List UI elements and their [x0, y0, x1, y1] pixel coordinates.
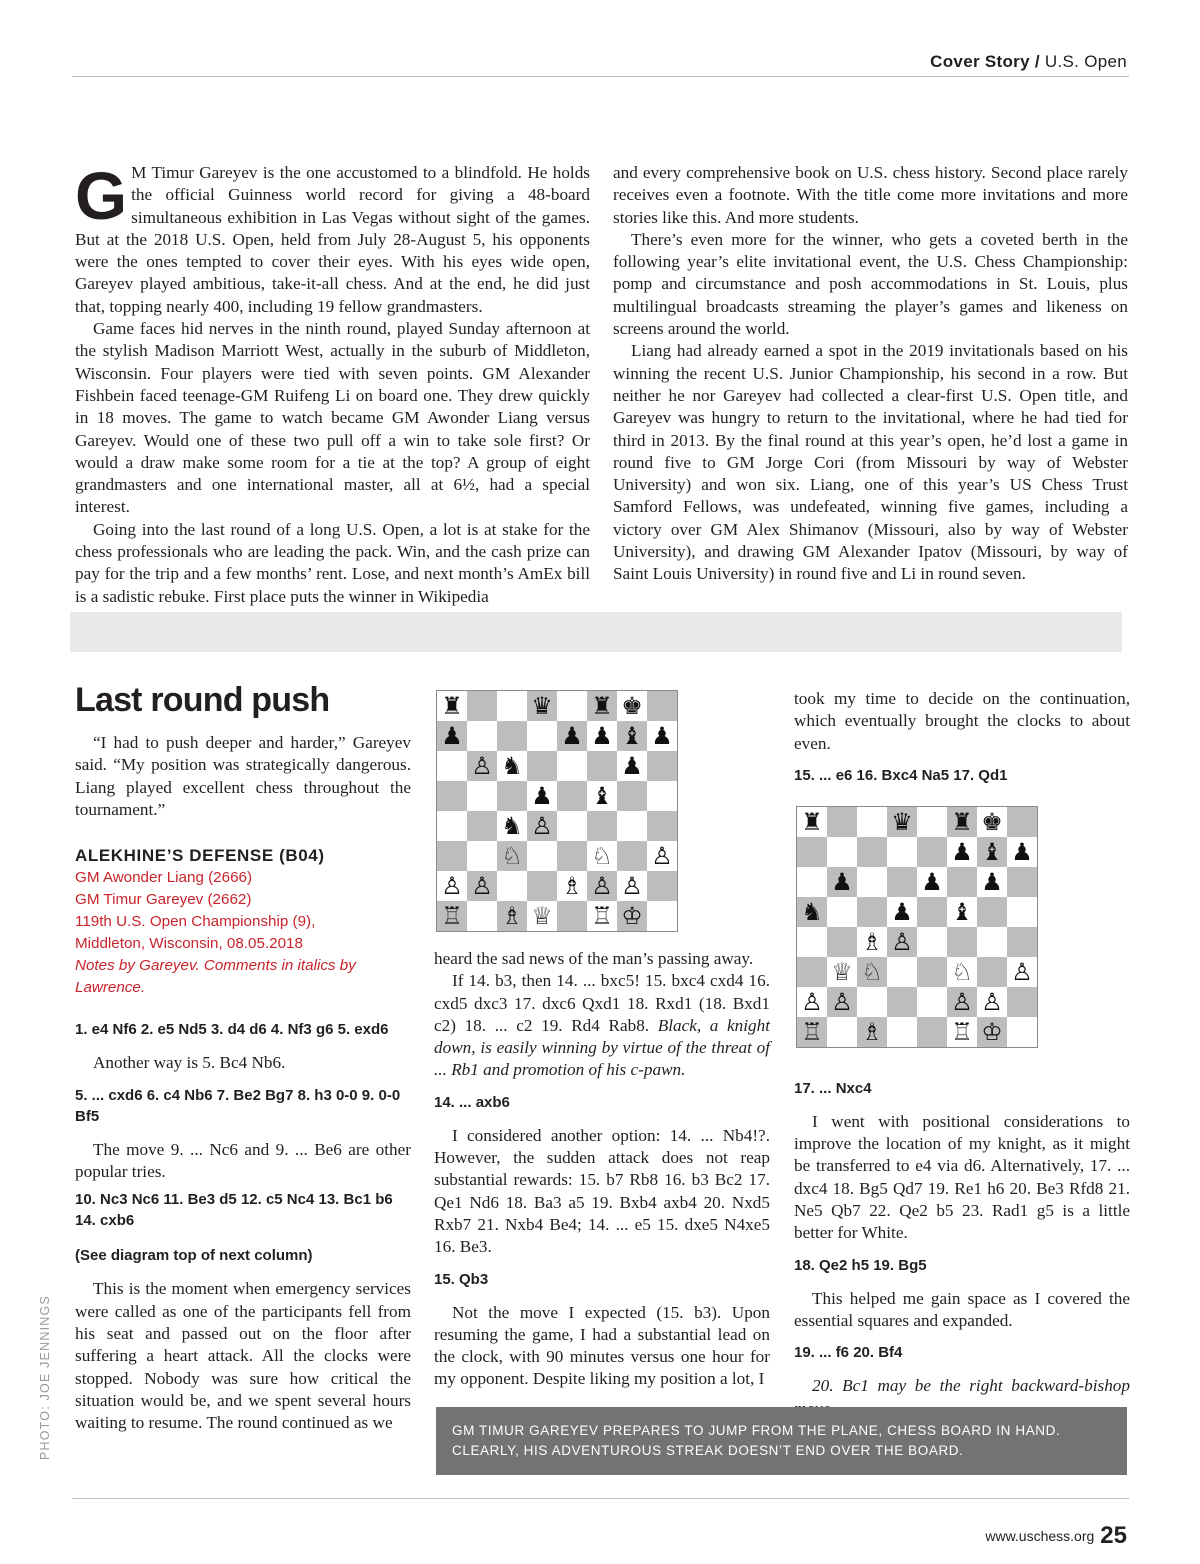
square-d4: ♙ [887, 927, 917, 957]
square-b8 [467, 691, 497, 721]
moves-3: 10. Nc3 Nc6 11. Be3 d5 12. c5 Nc4 13. Bc1 b6 14. cxb6 [75, 1191, 393, 1230]
square-e4 [917, 927, 947, 957]
square-g4 [617, 811, 647, 841]
square-g8: ♚ [977, 807, 1007, 837]
square-a5: ♞ [797, 897, 827, 927]
square-a3 [797, 957, 827, 987]
white-player: GM Awonder Liang (2666) [75, 869, 253, 887]
square-d1: ♕ [527, 901, 557, 931]
square-b6: ♟ [827, 867, 857, 897]
drop-cap: G [75, 159, 128, 234]
square-f8: ♜ [587, 691, 617, 721]
chess-diagram-1 [436, 690, 678, 932]
moves-8: 18. Qe2 h5 19. Bg5 [794, 1256, 927, 1274]
square-a2: ♙ [437, 871, 467, 901]
comment-4-italic: Black, a knight down, is easily winning by virtue of the threat of ... Rb1 and promotion of his c-pawn. [434, 1015, 770, 1080]
square-a8: ♜ [437, 691, 467, 721]
square-g1: ♔ [617, 901, 647, 931]
intro-column-left [75, 159, 590, 608]
photo-caption: GM TIMUR GAREYEV PREPARES TO JUMP FROM THE PLANE, CHESS BOARD IN HAND. CLEARLY, HIS ADVENTUROUS STREAK DOESN’T END OVER THE BOARD. [436, 1407, 1127, 1475]
chess-diagram-2 [796, 806, 1038, 1048]
notes-credit: Notes by Gareyev. Comments in italics by Lawrence. [75, 957, 356, 997]
square-e4 [557, 811, 587, 841]
square-f2: ♙ [947, 987, 977, 1017]
square-d2 [527, 871, 557, 901]
square-f6 [947, 867, 977, 897]
comment-8: This helped me gain space as I covered the essential squares and expanded. [794, 1288, 1130, 1330]
square-g2: ♙ [617, 871, 647, 901]
square-g5 [617, 781, 647, 811]
square-a8: ♜ [797, 807, 827, 837]
square-c5 [497, 781, 527, 811]
square-e5 [557, 781, 587, 811]
square-d6 [527, 751, 557, 781]
square-g6: ♟ [977, 867, 1007, 897]
square-a4 [797, 927, 827, 957]
intro-paragraph-1 [75, 159, 590, 318]
square-e1 [917, 1017, 947, 1047]
square-e5 [917, 897, 947, 927]
game-column-left [75, 680, 411, 1434]
square-e1 [557, 901, 587, 931]
square-d8: ♛ [887, 807, 917, 837]
game-info [75, 867, 411, 999]
game-column-right [794, 688, 1130, 1420]
square-h7: ♟ [647, 721, 677, 751]
square-a4 [437, 811, 467, 841]
moves-2: 5. ... cxd6 6. c4 Nb6 7. Be2 Bg7 8. h3 0-0 9. 0-0 Bf5 [75, 1086, 401, 1125]
square-c8 [857, 807, 887, 837]
square-f4 [947, 927, 977, 957]
square-d1 [887, 1017, 917, 1047]
header-separator: / [1029, 52, 1045, 71]
square-e7: ♟ [557, 721, 587, 751]
square-a1: ♖ [437, 901, 467, 931]
square-g5 [977, 897, 1007, 927]
square-a3 [437, 841, 467, 871]
square-a1: ♖ [797, 1017, 827, 1047]
square-c6 [857, 867, 887, 897]
square-g3 [977, 957, 1007, 987]
square-b7 [467, 721, 497, 751]
square-f1: ♖ [947, 1017, 977, 1047]
footer-url: www.uschess.org [985, 1528, 1095, 1544]
square-c1: ♗ [857, 1017, 887, 1047]
square-f8: ♜ [947, 807, 977, 837]
square-c5 [857, 897, 887, 927]
square-a6 [797, 867, 827, 897]
square-e3 [917, 957, 947, 987]
square-e2 [917, 987, 947, 1017]
square-b2: ♙ [467, 871, 497, 901]
square-g7: ♝ [617, 721, 647, 751]
comment-7: I went with positional considerations to improve the location of my knight, as it might be transferred to e4 via d6. Alternatively, 17. ... dxc4 18. Bg5 Qd7 19. Re1 h6 20. Be3 Rfd8 21. Ne5 Qb7 22. Qe2 b5 23. Rad1 g5 is a little better for White. [794, 1111, 1130, 1243]
square-e6 [557, 751, 587, 781]
square-f6 [587, 751, 617, 781]
square-h5 [1007, 897, 1037, 927]
event-location-date: Middleton, Wisconsin, 08.05.2018 [75, 935, 303, 953]
comment-1: Another way is 5. Bc4 Nb6. [93, 1053, 286, 1073]
square-d8: ♛ [527, 691, 557, 721]
moves-5: 15. Qb3 [434, 1270, 489, 1288]
square-e3 [557, 841, 587, 871]
quote-paragraph: “I had to push deeper and harder,” Gareyev said. “My position was strategically dangerous. Liang played excellent chess throughout the tournament.” [75, 733, 411, 819]
square-e8 [917, 807, 947, 837]
square-e8 [557, 691, 587, 721]
square-b4 [467, 811, 497, 841]
square-f5: ♝ [947, 897, 977, 927]
comment-4 [434, 970, 770, 1081]
square-g7: ♝ [977, 837, 1007, 867]
comment-5: I considered another option: 14. ... Nb4!?. However, the sudden attack does not reap substantial rewards: 15. b7 Rb8 16. b3 Bc2 17. Qe1 Nd6 18. Ba3 a5 19. Bxb4 axb4 20. Nxd5 Rxb7 21. Nxb4 Be4; 14. ... e5 15. dxe5 N4xe5 16. Be3. [434, 1125, 770, 1257]
intro-paragraph-5: There’s even more for the winner, who gets a coveted berth in the following year’s elite invitational event, the U.S. Chess Championship: pomp and circumstance and posh accommodations in St. Louis, plus multilingual broadcasts streaming the player’s games and likeness on screens around the world. [613, 229, 1128, 339]
square-c4: ♗ [857, 927, 887, 957]
square-h3: ♙ [647, 841, 677, 871]
square-c8 [497, 691, 527, 721]
square-h6 [1007, 867, 1037, 897]
comment-4-text: If 14. b3, then 14. ... bxc5! 15. bxc4 cxd4 16. cxd5 dxc3 17. dxc6 Qxd1 18. Rxd1 (18. Bxd1 c2) 18. ... c2 19. Rd4 Rab8. [434, 971, 770, 1035]
square-d5: ♟ [887, 897, 917, 927]
square-a6 [437, 751, 467, 781]
comment-6-continued: took my time to decide on the continuation, which eventually brought the clocks to about even. [794, 689, 1130, 753]
footer-rule [72, 1498, 1129, 1499]
square-h2 [647, 871, 677, 901]
square-e7 [917, 837, 947, 867]
comment-9: 20. Bc1 may be the right backward-bishop [812, 1376, 1130, 1396]
photo [70, 612, 1122, 652]
square-c4: ♞ [497, 811, 527, 841]
square-f3: ♘ [947, 957, 977, 987]
square-b7 [827, 837, 857, 867]
square-d5: ♟ [527, 781, 557, 811]
square-h1 [1007, 1017, 1037, 1047]
intro-paragraph-6: Liang had already earned a spot in the 2019 invitationals based on his winning the recent U.S. Junior Championship, his second in a row. But neither he nor Gareyev had collected a clear-first U.S. Open title, and Gareyev was hungry to return to the invitational, where he had tied for third in 2013. By the final round at this year’s open, he’d lost a game in round five to GM Jorge Cori (from Missouri by way of Webster University) and won six. Liang, one of this year’s US Chess Trust Samford Fellows, was undefeated, winning five games, including a victory over GM Alex Shimanov (Missouri, also by way of Webster University), and drawing GM Alexander Ipatov (Missouri, by way of Saint Louis University) in round five and Li in round seven. [613, 341, 1128, 584]
comment-6: Not the move I expected (15. b3). Upon resuming the game, I had a substantial lead on the clock, with 90 minutes versus one hour for my opponent. Despite liking my position a lot, I [434, 1302, 770, 1389]
square-c3: ♘ [857, 957, 887, 987]
header-subsection: U.S. Open [1044, 52, 1127, 71]
square-a2: ♙ [797, 987, 827, 1017]
square-d6 [887, 867, 917, 897]
intro-paragraph-4: and every comprehensive book on U.S. chess history. Second place rarely receives even a footnote. With the title come more invitations and more stories like this. And more students. [613, 163, 1128, 227]
square-d3 [887, 957, 917, 987]
square-b1 [827, 1017, 857, 1047]
square-e2: ♗ [557, 871, 587, 901]
running-header [930, 52, 1127, 72]
square-h8 [1007, 807, 1037, 837]
event-name: 119th U.S. Open Championship (9), [75, 913, 316, 931]
moves-9: 19. ... f6 20. Bf4 [794, 1344, 903, 1362]
photo-credit: PHOTO: JOE JENNINGS [38, 1295, 52, 1460]
square-g3 [617, 841, 647, 871]
square-d2 [887, 987, 917, 1017]
black-player: GM Timur Gareyev (2662) [75, 891, 252, 909]
intro-column-right [613, 162, 1128, 586]
square-h4 [647, 811, 677, 841]
square-b2: ♙ [827, 987, 857, 1017]
square-g1: ♔ [977, 1017, 1007, 1047]
section-heading: Last round push [75, 681, 330, 719]
square-f7: ♟ [947, 837, 977, 867]
square-d4: ♙ [527, 811, 557, 841]
square-b6: ♙ [467, 751, 497, 781]
square-h4 [1007, 927, 1037, 957]
square-g8: ♚ [617, 691, 647, 721]
square-g2: ♙ [977, 987, 1007, 1017]
square-h3: ♙ [1007, 957, 1037, 987]
square-c2 [497, 871, 527, 901]
square-c3: ♘ [497, 841, 527, 871]
square-h7: ♟ [1007, 837, 1037, 867]
square-h1 [647, 901, 677, 931]
header-section: Cover Story [930, 52, 1030, 71]
opening-title: ALEKHINE’S DEFENSE (B04) [75, 846, 325, 866]
moves-1: 1. e4 Nf6 2. e5 Nd5 3. d4 d6 4. Nf3 g6 5. exd6 [75, 1021, 389, 1039]
square-d3 [527, 841, 557, 871]
square-h8 [647, 691, 677, 721]
square-b1 [467, 901, 497, 931]
comment-3-continued: heard the sad news of the man’s passing away. [434, 949, 754, 968]
comment-3: This is the moment when emergency services were called as one of the participants fell from his seat and passed out on the floor after suffering a heart attack. All the clocks were stopped. Nobody was sure how critical the situation would be, and we spent several hours waiting to resume. The round continued as we [75, 1279, 411, 1433]
comment-2: The move 9. ... Nc6 and 9. ... Be6 are other popular tries. [75, 1139, 411, 1182]
intro-paragraph-1-text: M Timur Gareyev is the one accustomed to a blindfold. He holds the official Guinness world record for giving a 48-board simultaneous exhibition in Las Vegas without sight of the games. But at the 2018 U.S. Open, held from July 28-August 5, his opponents were the ones tempted to cover their eyes. With his eyes wide open, Gareyev played ambitious, take-it-all chess. And at the end, he did just that, topping nearly 400, including 19 fellow grandmasters. [75, 163, 590, 316]
page-footer [985, 1522, 1127, 1550]
header-rule [72, 76, 1129, 77]
moves-4: 14. ... axb6 [434, 1093, 510, 1111]
square-a5 [437, 781, 467, 811]
square-d7 [887, 837, 917, 867]
square-c7 [497, 721, 527, 751]
square-b3: ♕ [827, 957, 857, 987]
square-f4 [587, 811, 617, 841]
square-g4 [977, 927, 1007, 957]
square-c7 [857, 837, 887, 867]
square-f1: ♖ [587, 901, 617, 931]
square-c6: ♞ [497, 751, 527, 781]
square-c1: ♗ [497, 901, 527, 931]
diagram-note: (See diagram top of next column) [75, 1247, 313, 1265]
square-e6: ♟ [917, 867, 947, 897]
square-f7: ♟ [587, 721, 617, 751]
square-b8 [827, 807, 857, 837]
square-b5 [467, 781, 497, 811]
square-h2 [1007, 987, 1037, 1017]
square-c2 [857, 987, 887, 1017]
square-b3 [467, 841, 497, 871]
square-d7 [527, 721, 557, 751]
intro-paragraph-3: Going into the last round of a long U.S. Open, a lot is at stake for the chess professionals who are leading the pack. Win, and the cash prize can pay for the trip and a few months’ rent. Lose, and next month’s AmEx bill is a sadistic rebuke. First place puts the winner in Wikipedia [75, 519, 590, 606]
page-number: 25 [1100, 1522, 1127, 1549]
square-a7: ♟ [437, 721, 467, 751]
square-b4 [827, 927, 857, 957]
square-f3: ♘ [587, 841, 617, 871]
moves-6: 15. ... e6 16. Bxc4 Na5 17. Qd1 [794, 766, 1008, 784]
square-a7 [797, 837, 827, 867]
square-g6: ♟ [617, 751, 647, 781]
moves-7: 17. ... Nxc4 [794, 1079, 872, 1097]
intro-paragraph-2: Game faces hid nerves in the ninth round, played Sunday afternoon at the stylish Madison Marriott West, actually in the suburb of Middleton, Wisconsin. Four players were tied with seven points. GM Alexander Fishbein faced teenage-GM Ruifeng Li on board one. They drew quickly in 18 moves. The game to watch became GM Awonder Liang versus Gareyev. Would one of these two pull off a win to take sole first? Or would a draw make some room for a tie at the top? A group of eight grandmasters and one international master, all at 6½, had a special interest. [75, 319, 590, 517]
game-column-middle [434, 948, 770, 1391]
square-f5: ♝ [587, 781, 617, 811]
square-h5 [647, 781, 677, 811]
square-h6 [647, 751, 677, 781]
square-b5 [827, 897, 857, 927]
square-f2: ♙ [587, 871, 617, 901]
